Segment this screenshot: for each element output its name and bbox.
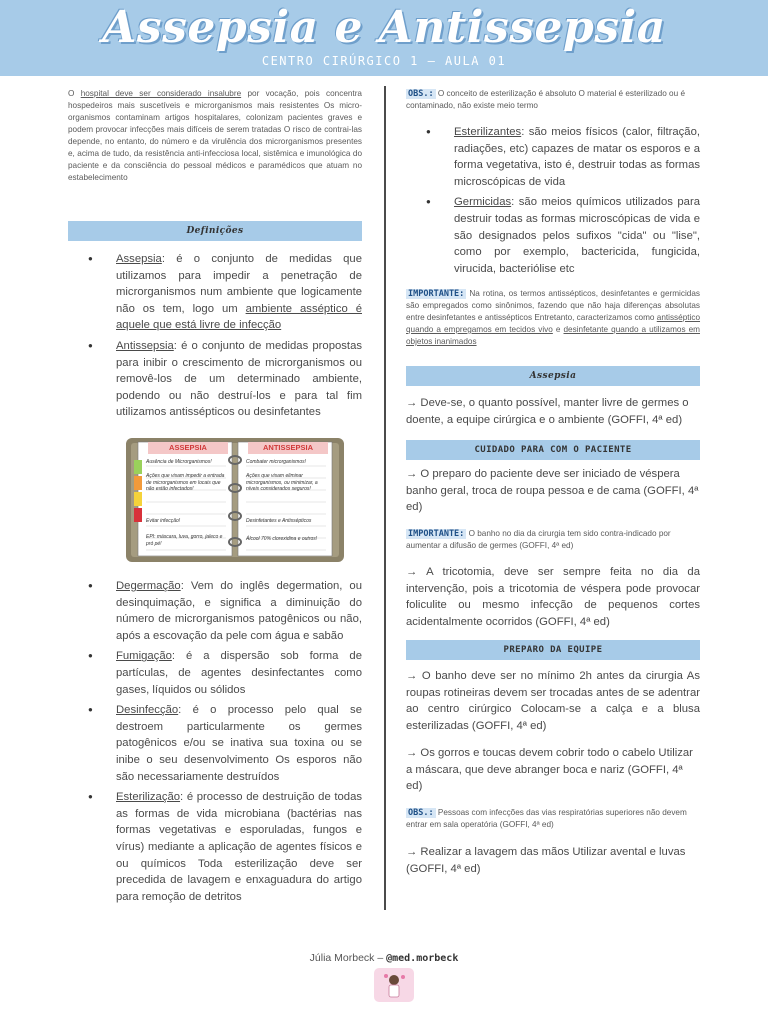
section-cuidado-paciente: CUIDADO PARA COM O PACIENTE: [406, 440, 700, 460]
team-prep-paragraph-3: → Realizar a lavagem das mãos Utilizar avental e luvas (GOFFI, 4ª ed): [406, 846, 686, 875]
list-item: ● Esterilizantes: são meios físicos (calor, filtração, radiações, etc) capazes de matar os esporos e a forma vegetativa, isto é, destruir todas as formas microscópicas de vida: [406, 124, 700, 190]
agents-list: [406, 124, 700, 281]
instagram-handle: @med.morbeck: [386, 953, 459, 964]
list-item: ● Desinfecção: é o processo pelo qual se destroem particularmente os germes patogênicos e/ou se inativa sua toxina ou se inibe o seu desenvolvimento Os esporos não são necessariamente destruídos: [68, 702, 362, 785]
notebook-left-note-3: Evitar infecção!: [146, 518, 181, 524]
footer-credit: Júlia Morbeck – @med.morbeck: [309, 952, 459, 964]
team-prep-paragraph-1: → O banho deve ser no mínimo 2h antes da cirurgia As roupas rotineiras devem ser trocadas antes de se adentrar ao centro cirúrgico Colocam-se a calça e a blusa esterilizadas (GOFFI, 4ª ed): [406, 670, 700, 732]
notebook-left-header: ASSEPSIA: [169, 443, 207, 452]
important-note-2: IMPORTANTE: O banho no dia da cirurgia tem sido contra-indicado por aumentar a difusão de germes (GOFFI, 4ª ed): [406, 529, 671, 550]
notebook-right-note-2: Ações que visam eliminar microrganismos, ou minimizar, a níveis considerados seguros!: [246, 473, 318, 492]
patient-care-paragraph-2: → A tricotomia, deve ser sempre feita no dia da intervenção, pois a tricotomia de véspera pode provocar foliculite ou mesmo infecção de pequenos cortes acidentalmente ocorridos (GOFFI, 4ª ed): [406, 566, 700, 628]
patient-care-paragraph-1: → O preparo do paciente deve ser iniciado de véspera banho geral, troca de roupa pessoa e de cama (GOFFI, 4ª ed): [406, 468, 699, 514]
assepsia-paragraph: → Deve-se, o quanto possível, manter livre de germes o doente, a equipe cirúrgica e o ambiente (GOFFI, 4ª ed): [406, 397, 689, 426]
section-definicoes: Definições: [68, 221, 362, 241]
section-preparo-equipe: PREPARO DA EQUIPE: [406, 640, 700, 660]
notebook-left-note-1: Ausência de Microrganismos!: [146, 459, 212, 465]
column-divider: [384, 86, 386, 910]
author-avatar-logo: [374, 968, 414, 1002]
intro-paragraph: O hospital deve ser considerado insalubre por vocação, pois concentra hospedeiros mais suscetíveis e microrganismos mais resistentes Os micro-organismos contaminam artigos hospitalares, colonizam pacientes graves e podem provocar infecções mais difíceis de serem tratadas O risco de contrai-las depende, no entanto, do número e da virulência dos microrganismos presentes e, acima de tudo, da resistência anti-infecciosa local, sistêmica e imunológica do paciente e da consciência do pessoal médicos e paramédicos que atuam no estabelecimento: [68, 89, 362, 182]
section-assepsia: Assepsia: [406, 366, 700, 386]
notebook-left-note-2: Ações que visam impedir a entrada de microrganismos em locais que não estão infectados!: [146, 473, 225, 492]
obs-note-1: OBS.: O conceito de esterilização é absoluto O material é esterilizado ou é contaminado, não existe meio termo: [406, 89, 685, 110]
list-item: ● Degermação: Vem do inglês degermation, ou desinquimação, e significa a diminuição do número de microrganismos patogênicos ou não, após a escovação da pele com água e sabão: [68, 578, 362, 644]
notebook-right-note-3: Desinfetantes e Antissépticos: [246, 518, 312, 524]
definitions-list-1: [68, 251, 362, 425]
list-item: ● Esterilização: é processo de destruição de todas as formas de vida microbiana (bactérias nas formas vegetativas e esporuladas, fungos e vírus) mediante a aplicação de agentes físicos e ou químicos Toda esterilização deve ser precedida de lavagem e enxaguadura do artigo para remoção de detritos: [68, 789, 362, 905]
assepsia-antissepsia-notebook-image: [126, 436, 344, 564]
page-title: Assepsia e Antissepsia: [102, 2, 666, 53]
list-item: ● Assepsia: é o conjunto de medidas que utilizamos para impedir a penetração de microrganismos num ambiente que logicamente não os tem, logo um ambiente asséptico é aquele que está livre de infecção: [68, 251, 362, 334]
list-item: ● Germicidas: são meios químicos utilizados para destruir todas as formas microscópicas de vida e são designados pelos sufixos "cida" ou "lise", como por exemplo, bactericida, fungicida, virucida, bacteriólise etc: [406, 194, 700, 277]
list-item: ● Antissepsia: é o conjunto de medidas propostas para inibir o crescimento de microrganismos ou removê-los de um determinado ambiente, podendo ou não destruí-los e para tal fim utilizamos antissépticos ou desinfetantes: [68, 338, 362, 421]
notebook-left-note-4: EPI: máscara, luva, gorro, jaleco e pró pé!: [146, 534, 223, 547]
notebook-right-note-1: Combater microrganismos!: [246, 459, 307, 465]
list-item: ● Fumigação: é a dispersão sob forma de partículas, de agentes desinfectantes como gases, líquidos ou sólidos: [68, 648, 362, 698]
important-note-1: IMPORTANTE: Na rotina, os termos antissépticos, desinfetantes e germicidas são empregados como sinônimos, fazendo que não haja diferenças absolutas entre desinfetantes e antissépticos Entretanto, caracterizamos como antisséptico quando a empregamos em tecidos vivo e desinfetante quando a utilizamos em objetos inanimados: [406, 289, 701, 346]
obs-note-2: OBS.: Pessoas com infecções das vias respiratórias superiores não devem entrar em sala operatória (GOFFI, 4ª ed): [406, 808, 687, 829]
page-subtitle: CENTRO CIRÚRGICO 1 – AULA 01: [261, 54, 507, 68]
definitions-list-2: [68, 578, 362, 909]
notebook-right-header: ANTISSEPSIA: [262, 443, 313, 452]
team-prep-paragraph-2: → Os gorros e toucas devem cobrir todo o cabelo Utilizar a máscara, que deve abranger boca e nariz (GOFFI, 4ª ed): [406, 747, 693, 793]
notebook-right-note-4: Álcool 70% clorexidina e outros!: [246, 536, 318, 542]
